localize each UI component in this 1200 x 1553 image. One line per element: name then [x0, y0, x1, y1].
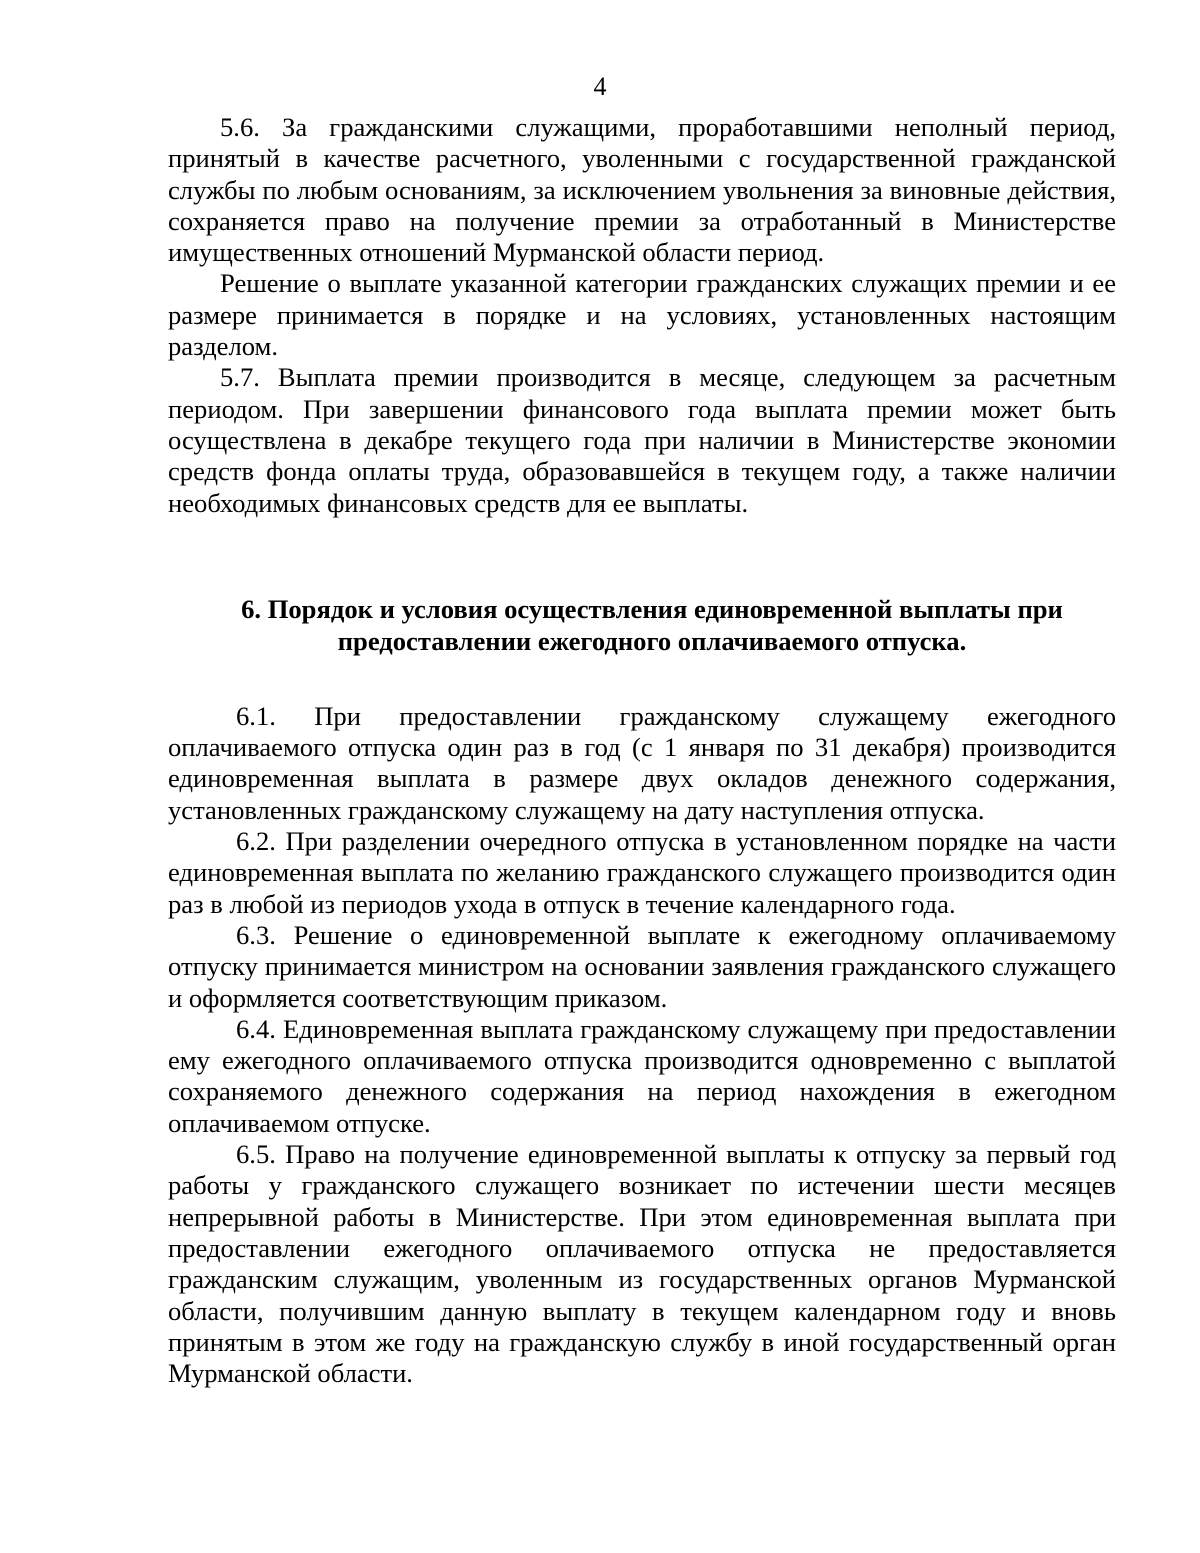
paragraph-6-5: 6.5. Право на получение единовременной выплаты к отпуску за первый год работы у гражданского служащего возникает по истечении шести месяцев непрерывной работы в Министерстве. При этом единовременная выплата при предоставлении ежегодного оплачиваемого отпуска не предоставляется гражданским служащим, уволенным из государственных органов Мурманской области, получившим данную выплату в текущем календарном году и вновь принятым в этом же году на гражданскую службу в иной государственный орган Мурманской области.: [168, 1139, 1116, 1389]
paragraph-5-7: 5.7. Выплата премии производится в месяце, следующем за расчетным периодом. При завершении финансового года выплата премии может быть осуществлена в декабре текущего года при наличии в Министерстве экономии средств фонда оплаты труда, образовавшейся в текущем году, а также наличии необходимых финансовых средств для ее выплаты.: [168, 362, 1116, 518]
paragraph-6-2: 6.2. При разделении очередного отпуска в установленном порядке на части единовременная выплата по желанию гражданского служащего производится один раз в любой из периодов ухода в отпуск в течение календарного года.: [168, 826, 1116, 919]
section-6-heading: 6. Порядок и условия осуществления единовременной выплаты при предоставлении ежегодного оплачиваемого отпуска.: [241, 593, 1063, 656]
paragraph-6-1: 6.1. При предоставлении гражданскому служащему ежегодного оплачиваемого отпуска один раз в год (с 1 января по 31 декабря) производится единовременная выплата в размере двух окладов денежного содержания, установленных гражданскому служащему на дату наступления отпуска.: [168, 700, 1116, 825]
paragraph-5-6: 5.6. За гражданскими служащими, проработавшими неполный период, принятый в качестве расчетного, уволенными с государственной гражданской службы по любым основаниям, за исключением увольнения за виновные действия, сохраняется право на получение премии за отработанный в Министерстве имущественных отношений Мурманской области период.: [168, 112, 1116, 268]
paragraph-6-4: 6.4. Единовременная выплата гражданскому служащему при предоставлении ему ежегодного оплачиваемого отпуска производится одновременно с выплатой сохраняемого денежного содержания на период нахождения в ежегодном оплачиваемом отпуске.: [168, 1013, 1116, 1138]
paragraph-6-3: 6.3. Решение о единовременной выплате к ежегодному оплачиваемому отпуску принимается министром на основании заявления гражданского служащего и оформляется соответствующим приказом.: [168, 919, 1116, 1013]
page-number: 4: [593, 72, 607, 101]
paragraph-5-6-decision: Решение о выплате указанной категории гражданских служащих премии и ее размере принимается в порядке и на условиях, установленных настоящим разделом.: [168, 268, 1116, 362]
document-body: [168, 112, 1116, 1389]
